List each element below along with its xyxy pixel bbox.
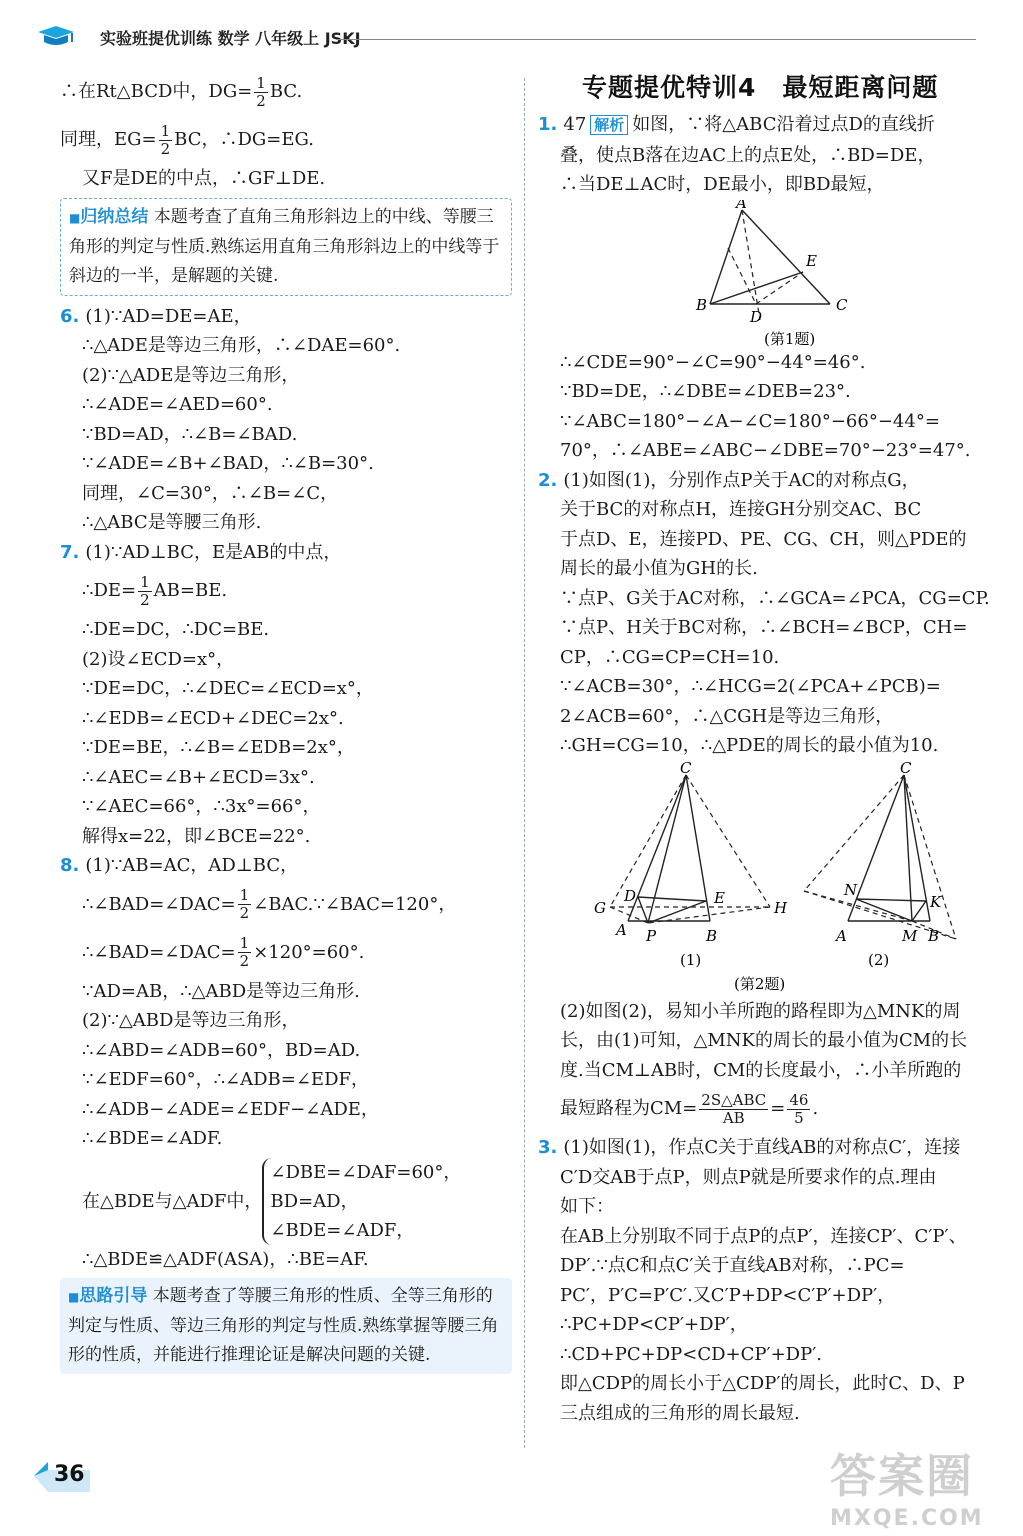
- label-A: A: [616, 920, 627, 939]
- label-A: A: [736, 199, 747, 212]
- page-number-text: 36: [54, 1462, 85, 1487]
- label-E: E: [806, 251, 817, 270]
- figure-caption: (第2题): [734, 974, 786, 993]
- label-B: B: [696, 295, 708, 314]
- sub-caption: (1): [680, 950, 702, 969]
- figure-1: [538, 200, 990, 348]
- text-line: 同理，EG= $\frac{1}{2}$ BC，∴DG=EG.: [60, 121, 314, 158]
- column-divider: [524, 78, 525, 1448]
- label-C: C: [900, 760, 912, 777]
- label-M: M: [902, 926, 918, 945]
- label-D: D: [624, 886, 637, 905]
- text-line: 又F是DE的中点，∴GF⊥DE.: [82, 168, 326, 189]
- fraction: $\frac{1}{2}$: [239, 934, 250, 970]
- label-B: B: [928, 926, 940, 945]
- hint-note: [60, 1278, 512, 1374]
- symmetry-diagram: [538, 761, 990, 997]
- question-2: 2. (1)如图(1)，分别作点P关于AC的对称点G， 关于BC的对称点H，连接GH分别交AC、BC 于点D、E，连接PD、PE、CG、CH，则△PDE的 周长的最小值为GH的长. ∵点P、G关于AC对称，∴∠GCA=∠PCA，CG=CP. ∵点P、H关于BC对称，∴∠BCH=∠BCP，CH= CP，∴CG=CP=CH=10. ∵∠ACB=30°，∴∠HCG=2(∠PCA+∠PCB)= 2∠ACB=60°，∴△CGH是等边三角形， ∴GH=CG=10，∴△PDE的周长的最小值为10. C G D E H A P B (1) C N K A M B (2) (第2题) (2)如图(2)，易知小羊所跑的路程即为△MNK的周 长，由(1)可知，△MNK的周长的最小值为CM的长 度.当CM⊥AB时，CM的长度最小，∴小羊所跑的 最短路程为CM= $\frac{\text{2S△ABC}}{AB}$ = $\frac{46}{5}$ .: [538, 469, 990, 1127]
- fraction: $\frac{1}{2}$: [140, 572, 150, 609]
- fraction: $\frac{1}{2}$: [160, 121, 171, 158]
- right-column: [538, 68, 990, 1428]
- note-text: 本题考查了等腰三角形的性质、全等三角形的判定与性质、等边三角形的判定与性质.熟练掌握等腰三角形的性质，并能进行推理论证是解决问题的关键.: [68, 1286, 499, 1365]
- label-E: E: [714, 888, 725, 907]
- label-C: C: [680, 760, 692, 777]
- book-logo-icon: [34, 24, 78, 50]
- label-C: C: [836, 295, 848, 314]
- label-G: G: [594, 898, 606, 917]
- note-label: ■ 思路引导: [68, 1286, 147, 1306]
- question-7: 7. (1)∵AD⊥BC，E是AB的中点， ∴DE= $\frac{1}{2}$ AB=BE. ∴DE=DC，∴DC=BE. (2)设∠ECD=x°， ∵DE=DC，∴∠DEC=∠ECD=x°， ∴∠EDB=∠ECD+∠DEC=2x°. ∵DE=BE，∴∠B=∠EDB=2x°， ∴∠AEC=∠B+∠ECD=3x°. ∵∠AEC=66°，∴3x°=66°， 解得x=22，即∠BCE=22°.: [60, 541, 374, 847]
- question-1: 1. 47 解析 如图，∵将△ABC沿着过点D的直线折 叠，使点B落在边AC上的点E处，∴BD=DE， ∴当DE⊥AC时，DE最小，即BD最短， A B C D E (第1题) ∴∠CDE=90°−∠C=90°−44°=46°. ∵BD=DE，∴∠DBE=∠DEB=23°. ∵∠ABC=180°−∠A−∠C=180°−66°−44°= 70°，∴∠ABE=∠ABC−∠DBE=70°−23°=47°.: [538, 110, 990, 466]
- analysis-tag: 解析: [590, 115, 628, 135]
- left-column: [60, 68, 512, 1380]
- label-P: P: [646, 926, 657, 945]
- note-text: 本题考查了直角三角形斜边上的中线、等腰三角形的判定与性质.熟练运用直角三角形斜边上的中线等于斜边的一半，是解题的关键.: [69, 206, 500, 286]
- system-brace: ∠DBE=∠DAF=60°， BD=AD， ∠BDE=∠ADF，: [262, 1158, 461, 1245]
- label-N: N: [844, 880, 858, 899]
- question-6: 6. (1)∵AD=DE=AE， ∴△ADE是等边三角形，∴∠DAE=60°. (2)∵△ADE是等边三角形， ∴∠ADE=∠AED=60°. ∵BD=AD，∴∠B=∠BAD. ∵∠ADE=∠B+∠BAD，∴∠B=30°. 同理，∠C=30°，∴∠B=∠C， ∴△ABC是等腰三角形.: [60, 305, 401, 533]
- page-header: [0, 0, 1023, 70]
- question-3: 3. (1)如图(1)，作点C关于直线AB的对称点C′，连接 C′D交AB于点P，则点P就是所要求作的点.理由 如下： 在AB上分别取不同于点P的点P′，连接CP′、C′P′、 DP′.∵点C和点C′关于直线AB对称，∴PC= PC′，P′C=P′C′.又C′P+DP<C′P′+DP′， ∴PC+DP<CP′+DP′， ∴CD+PC+DP<CD+CP′+DP′. 即△CDP的周长小于△CDP′的周长，此时C、D、P 三点组成的三角形的周长最短.: [538, 1137, 967, 1424]
- label-K: K: [930, 892, 942, 911]
- watermark-logo: 答案圈 MXQE.COM: [830, 1449, 984, 1531]
- summary-note: [60, 198, 512, 296]
- figure-caption: (第1题): [764, 329, 816, 348]
- page-number: [34, 1458, 92, 1494]
- note-label: ■ 归纳总结: [69, 207, 148, 227]
- fraction: $\frac{1}{2}$: [256, 73, 266, 110]
- header-rule: [336, 39, 976, 40]
- label-A: A: [836, 926, 847, 945]
- sub-caption: (2): [868, 950, 890, 969]
- fraction: $\frac{46}{5}$: [789, 1090, 809, 1127]
- triangle-diagram: [538, 200, 990, 348]
- figure-2: [538, 761, 990, 997]
- fraction: $\frac{\text{2S△ABC}}{AB}$: [701, 1090, 767, 1127]
- header-title: 实验班提优训练 数学 八年级上 JSKJ: [100, 29, 361, 48]
- question-8: 8. (1)∵AB=AC，AD⊥BC， ∴∠BAD=∠DAC= $\frac{1}{2}$ ∠BAC.∵∠BAC=120°， ∴∠BAD=∠DAC= $\frac{1}{2}$ ×120°=60°. ∵AD=AB，∴△ABD是等边三角形. (2)∵△ABD是等边三角形， ∴∠ABD=∠ADB=60°，BD=AD. ∵∠EDF=60°，∴∠ADB=∠EDF， ∴∠ADB−∠ADE=∠EDF−∠ADE， ∴∠BDE=∠ADF. 在△BDE与△ADF中， ∠DBE=∠DAF=60°， BD=AD， ∠BDE=∠ADF， ∴△BDE≌△ADF(ASA)，∴BE=AF.: [60, 855, 462, 1270]
- label-D: D: [750, 307, 763, 326]
- label-B: B: [706, 926, 718, 945]
- text-line: ∴在Rt△BCD中，DG= $\frac{1}{2}$ BC.: [60, 73, 303, 110]
- label-H: H: [774, 898, 788, 917]
- fraction: $\frac{1}{2}$: [239, 886, 250, 922]
- section-title: 专题提优特训4 最短距离问题: [582, 73, 939, 102]
